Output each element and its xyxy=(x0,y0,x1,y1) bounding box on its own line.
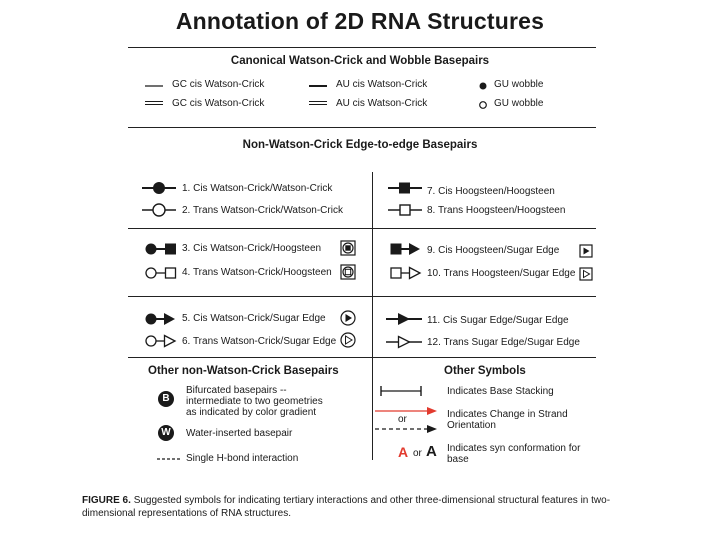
pair-2-label: 2. Trans Watson-Crick/Watson-Crick xyxy=(182,205,343,216)
trans-hoogsteen-sugar-box-icon xyxy=(579,267,593,281)
row-divider-3 xyxy=(128,357,596,358)
trans-wc-wc-icon xyxy=(142,202,176,218)
row-divider-2 xyxy=(128,296,596,297)
syn-line-1: Indicates syn conformation for xyxy=(447,443,581,454)
pair-1-label: 1. Cis Watson-Crick/Watson-Crick xyxy=(182,183,333,194)
trans-wc-sugar-circle-icon xyxy=(340,332,356,348)
canonical-item-gc: GC cis Watson-Crick xyxy=(172,79,265,90)
syn-or: or xyxy=(413,448,422,459)
strand-change-dashed-arrow-icon xyxy=(375,424,439,434)
bifurcated-line-3: as indicated by color gradient xyxy=(186,407,317,418)
hbond-dashed-line-icon xyxy=(157,457,181,461)
cis-wc-sugar-circle-icon xyxy=(340,310,356,326)
bifurcated-symbol: B xyxy=(158,391,174,407)
pair-10-label: 10. Trans Hoogsteen/Sugar Edge xyxy=(427,268,576,279)
hbond-label: Single H-bond interaction xyxy=(186,453,299,464)
pair-7-label: 7. Cis Hoogsteen/Hoogsteen xyxy=(427,186,555,197)
title-divider xyxy=(128,47,596,48)
cis-wc-sugar-icon xyxy=(145,311,177,327)
water-symbol: W xyxy=(158,425,174,441)
gc-double-line-icon xyxy=(145,100,165,106)
figure-caption xyxy=(82,494,642,520)
trans-wc-hoogsteen-icon xyxy=(145,265,177,281)
other-basepairs-heading: Other non-Watson-Crick Basepairs xyxy=(148,365,339,377)
pair-8-label: 8. Trans Hoogsteen/Hoogsteen xyxy=(427,205,566,216)
gu-filled-dot-icon xyxy=(478,81,488,91)
stacking-label: Indicates Base Stacking xyxy=(447,386,554,397)
canonical-heading: Canonical Watson-Crick and Wobble Basepairs xyxy=(230,55,490,67)
bifurcated-line-1: Bifurcated basepairs -- xyxy=(186,385,287,396)
other-symbols-heading: Other Symbols xyxy=(444,365,526,377)
trans-wc-hoogsteen-box-icon xyxy=(340,264,356,280)
noncanonical-heading: Non-Watson-Crick Edge-to-edge Basepairs xyxy=(242,139,478,151)
canonical-item-gc-2: GC cis Watson-Crick xyxy=(172,98,265,109)
row-divider-1 xyxy=(128,228,596,229)
cis-hoogsteen-hoogsteen-icon xyxy=(388,180,422,196)
pair-3-label: 3. Cis Watson-Crick/Hoogsteen xyxy=(182,243,322,254)
cis-wc-hoogsteen-icon xyxy=(145,241,177,257)
canonical-item-au-2: AU cis Watson-Crick xyxy=(336,98,428,109)
cis-hoogsteen-sugar-box-icon xyxy=(579,244,593,258)
gu-open-dot-icon xyxy=(478,100,488,110)
strand-change-red-arrow-icon xyxy=(375,406,439,416)
au-double-line-icon xyxy=(309,100,329,106)
au-thick-line-icon xyxy=(309,84,329,88)
caption-label: FIGURE 6. xyxy=(82,495,131,506)
canonical-divider xyxy=(128,127,596,128)
trans-hoogsteen-hoogsteen-icon xyxy=(388,202,422,218)
syn-line-2: base xyxy=(447,454,469,465)
canonical-item-au: AU cis Watson-Crick xyxy=(336,79,428,90)
pair-9-label: 9. Cis Hoogsteen/Sugar Edge xyxy=(427,245,560,256)
cis-sugar-sugar-icon xyxy=(386,311,422,327)
pair-6-label: 6. Trans Watson-Crick/Sugar Edge xyxy=(182,336,337,347)
pair-11-label: 11. Cis Sugar Edge/Sugar Edge xyxy=(427,315,569,326)
cis-hoogsteen-sugar-icon xyxy=(390,241,422,257)
stacking-icon xyxy=(380,385,422,397)
strand-change-or: or xyxy=(398,414,407,425)
canonical-item-gu-2: GU wobble xyxy=(494,98,544,109)
cis-wc-wc-icon xyxy=(142,180,176,196)
caption-text: Suggested symbols for indicating tertiary interactions and other three-dimensional structural features in two-dimensional representations of RNA structures. xyxy=(82,495,611,519)
trans-sugar-sugar-icon xyxy=(386,334,422,350)
page-title: Annotation of 2D RNA Structures xyxy=(175,8,545,34)
pair-12-label: 12. Trans Sugar Edge/Sugar Edge xyxy=(427,337,580,348)
canonical-item-gu: GU wobble xyxy=(494,79,544,90)
column-divider xyxy=(372,172,373,460)
strand-change-line-1: Indicates Change in Strand xyxy=(447,409,568,420)
syn-letter-black: A xyxy=(426,443,437,460)
water-label: Water-inserted basepair xyxy=(186,428,293,439)
trans-wc-sugar-icon xyxy=(145,333,177,349)
cis-wc-hoogsteen-box-icon xyxy=(340,240,356,256)
pair-5-label: 5. Cis Watson-Crick/Sugar Edge xyxy=(182,313,326,324)
trans-hoogsteen-sugar-icon xyxy=(390,265,422,281)
strand-change-line-2: Orientation xyxy=(447,420,496,431)
bifurcated-line-2: intermediate to two geometries xyxy=(186,396,323,407)
gc-single-line-icon xyxy=(145,84,165,88)
syn-letter-red: A xyxy=(398,444,409,460)
pair-4-label: 4. Trans Watson-Crick/Hoogsteen xyxy=(182,267,332,278)
